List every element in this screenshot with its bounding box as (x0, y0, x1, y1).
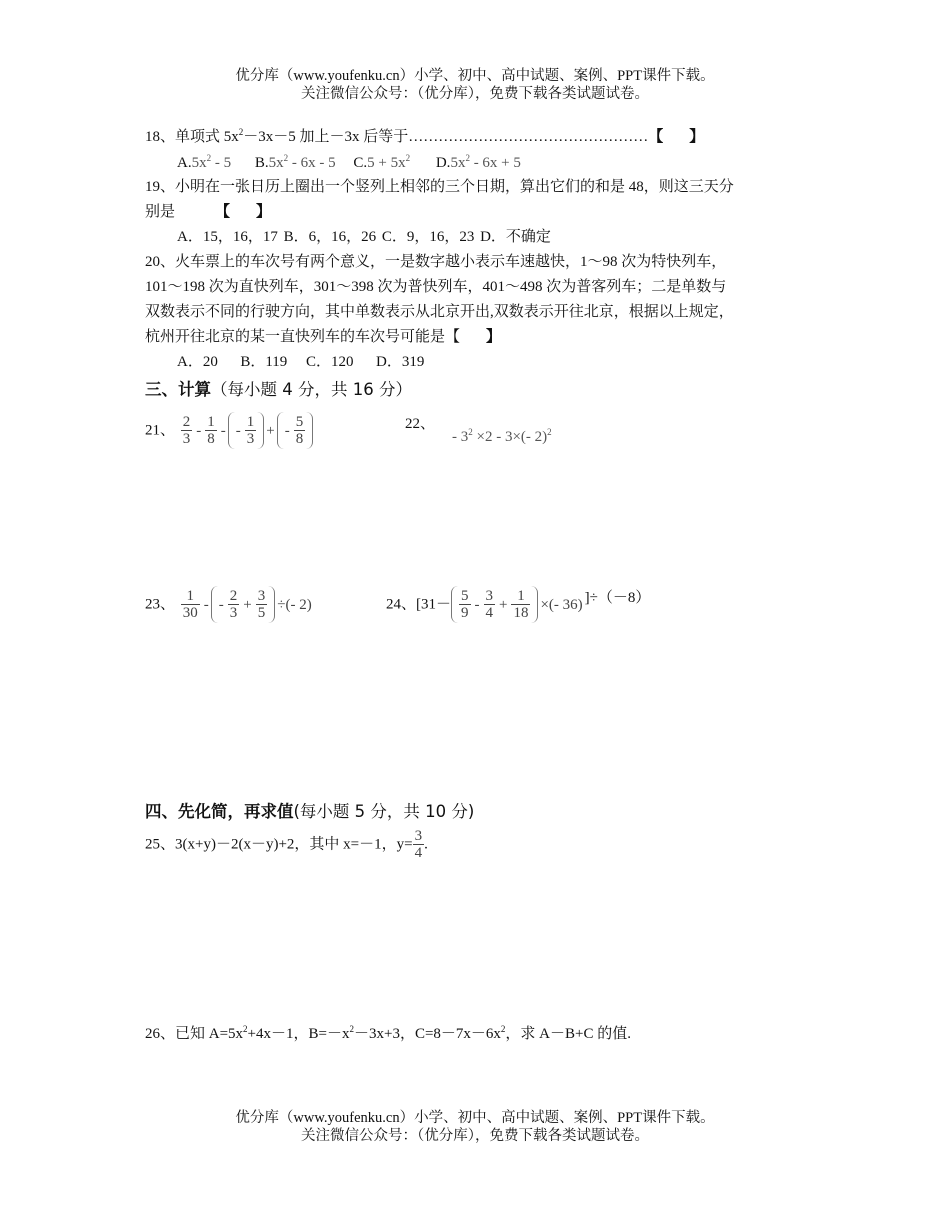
q18-bracket-open: 【 (648, 129, 664, 145)
q18-stem-exponent: 2 (238, 127, 244, 137)
page-footer-line-2: 关注微信公众号：（优分库），免费下载各类试题试卷。 (301, 1128, 649, 1144)
question-23: 23、 $\frac{1}{30}$ - - $\frac{2}{3}$ + $\frac{3}{5}$ ÷(- 2) (145, 588, 312, 621)
q19-bracket-open: 【 (215, 204, 231, 220)
q21-paren-1: - $\frac{1}{3}$ (228, 412, 265, 449)
question-20-line-1: 20、火车票上的车次号有两个意义，一是数字越小表示车速越快，1～98 次为特快列车， (145, 254, 727, 270)
q19-bracket-close: 】 (256, 204, 272, 220)
q18-option-d-expr: $5x^2 - 6x + 5$ (450, 153, 521, 171)
q23-paren: - $\frac{2}{3}$ + $\frac{3}{5}$ (211, 586, 275, 623)
q21-paren-2: - $\frac{5}{8}$ (277, 412, 314, 449)
page-footer-line-1: 优分库（www.youfenku.cn）小学、初中、高中试题、案例、PPT课件下载。 (235, 1110, 715, 1126)
q18-option-b-label: B. (254, 155, 269, 171)
question-21: 21、 $\frac{2}{3}$ - $\frac{1}{8}$ - - $\frac{1}{3}$ + - $\frac{5}{8}$ (145, 412, 313, 449)
q18-bracket-close: 】 (689, 129, 705, 145)
page-header-line-2: 关注微信公众号：（优分库），免费下载各类试题试卷。 (301, 86, 649, 102)
q18-option-c-label: C. (353, 155, 368, 171)
question-26: 26、已知 $A=5x^2+4x-1$，$B=-x^2-3x+3$，$C=8-7x-6x^2$，求 A－B+C 的值. (145, 1024, 631, 1042)
question-18-options (177, 153, 521, 173)
question-19-line-2: 别是 【 】 (145, 204, 272, 220)
question-24: 24、[31－ $\frac{5}{9}$ - $\frac{3}{4}$ + $\frac{1}{18}$ ×(- 36) ]÷（－8） (386, 588, 651, 621)
section-3-heading: 三、计算（每小题 4 分，共 16 分） (145, 380, 412, 399)
question-19-line-1: 19、小明在一张日历上圈出一个竖列上相邻的三个日期，算出它们的和是 48，则这三天分 (145, 179, 734, 195)
page-header-line-1: 优分库（www.youfenku.cn）小学、初中、高中试题、案例、PPT课件下载。 (235, 68, 715, 84)
q18-option-a-expr: $5x^2 - 5$ (191, 153, 232, 171)
q21-fraction-2: $\frac{1}{8}$ (207, 414, 215, 447)
q18-stem-suffix: －3x－5 加上－3x 后等于 (243, 129, 409, 145)
q23-fraction-1: $\frac{1}{30}$ (182, 588, 198, 621)
question-25: 25、3(x+y)－2(x－y)+2，其中 x=－1，y= $\frac{3}{4}$ . (145, 828, 428, 861)
q18-leader-dots: ………………………………………… (408, 129, 649, 145)
q18-option-c-expr: $5 + 5x^2$ (367, 153, 411, 171)
q18-stem-prefix: 18、单项式 5x (145, 129, 239, 145)
question-22-number: 22、 (405, 416, 436, 432)
question-18-stem (145, 127, 704, 147)
question-20-line-2: 101～198 次为直快列车，301～398 次为普快列车，401～498 次为普客列车；二是单数与 (145, 279, 727, 295)
q21-fraction-1: $\frac{2}{3}$ (182, 414, 191, 447)
q18-option-b-expr: $5x^2 - 6x - 5$ (268, 153, 336, 171)
question-19-options: A．15，16，17 B．6，16，26 C．9，16，23 D．不确定 (177, 229, 551, 245)
section-4-heading: 四、先化简，再求值(每小题 5 分，共 10 分) (145, 802, 475, 821)
q18-option-d-label: D. (435, 155, 451, 171)
question-22-expression: - $3^2 \times 2 - 3\times(-$ 2)$^2$ (452, 427, 552, 445)
question-20-line-3: 双数表示不同的行驶方向，其中单数表示从北京开出,双数表示开往北京，根据以上规定， (145, 304, 734, 320)
q24-paren: $\frac{5}{9}$ - $\frac{3}{4}$ + $\frac{1}{18}$ (451, 586, 538, 623)
question-20-options: A．20 B．119 C．120 D．319 (177, 354, 425, 370)
question-20-line-4: 杭州开往北京的某一直快列车的车次号可能是【 】 (145, 329, 502, 345)
q20-bracket-close: 】 (486, 329, 502, 345)
q25-fraction: $\frac{3}{4}$ (414, 828, 423, 861)
q18-option-a-label: A. (177, 155, 192, 171)
